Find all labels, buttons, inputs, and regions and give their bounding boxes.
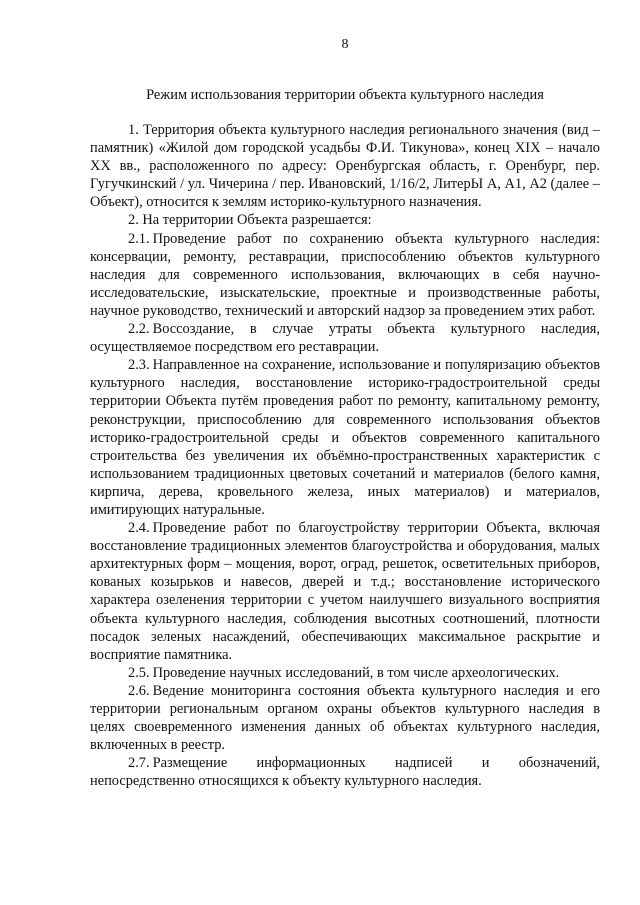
paragraph-text: Размещение информационных надписей и обозначений, непосредственно относящихся к объекту культурного наследия. <box>90 755 600 790</box>
paragraph-number: 2.4. <box>128 520 150 537</box>
paragraph-2-6 <box>90 682 600 754</box>
paragraph-2-2 <box>90 320 600 356</box>
paragraph-2 <box>90 211 600 229</box>
paragraph-text: Проведение работ по благоустройству территории Объекта, включая восстановление традиционных элементов благоустройства и оборудования, малых архитектурных форм – мощения, ворот, оград, решеток, осветительных приборов, кованых козырьков и навесов, дверей и т.д.; восстановление исторического характера озеленения территории с учетом наилучшего визуального восприятия объекта культурного наследия, соблюдения высотных соотношений, плотности посадок зеленых насаждений, обеспечивающих максимальное раскрытие и восприятие памятника. <box>90 520 600 663</box>
paragraph-text: Ведение мониторинга состояния объекта культурного наследия и его территории региональным органом охраны объектов культурного наследия в целях своевременного изменения данных об объектах культурного наследия, включенных в реестр. <box>90 682 600 754</box>
paragraph-2-4 <box>90 519 600 664</box>
paragraph-text: Направленное на сохранение, использование и популяризацию объектов культурного наследия, восстановление историко-градостроительной среды территории Объекта путём проведения работ по ремонту, капитальному ремонту, реконструкции, приспособлению для современного использования объектов историко-градостроительной среды и объектов современного капитального строительства без увеличения их объёмно-пространственных характеристик с использованием традиционных цветовых сочетаний и материалов (белого камня, кирпича, дерева, кровельного железа, иных материалов) и материалов, имитирующих натуральные. <box>90 357 600 518</box>
paragraph-text: Проведение научных исследований, в том числе археологических. <box>152 664 560 681</box>
page-title: Режим использования территории объекта культурного наследия <box>146 87 544 103</box>
paragraph-number: 2.3. <box>128 357 150 374</box>
paragraph-text: Воссоздание, в случае утраты объекта культурного наследия, осуществляемое посредством его реставрации. <box>90 321 600 356</box>
paragraph-text: Проведение работ по сохранению объекта культурного наследия: консервации, ремонту, реставрации, приспособлению объектов культурного наследия для современного использования, включающих в себя научно-исследовательские, изыскательские, проектные и производственные работы, научное руководство, технический и авторский надзор за проведением этих работ. <box>90 230 600 319</box>
page-number: 8 <box>341 37 349 52</box>
paragraph-1 <box>90 121 600 211</box>
paragraph-number: 2.6. <box>128 682 150 699</box>
paragraph-number: 2.5. <box>128 664 150 681</box>
paragraph-2-5 <box>90 664 600 682</box>
paragraph-2-3 <box>90 356 600 519</box>
paragraph-text: 1. Территория объекта культурного наследия регионального значения (вид – памятник) «Жилой дом городской усадьбы Ф.И. Тикунова», конец XIX – начало XX вв., расположенного по адресу: Оренбургская область, г. Оренбург, пер. Гугучкинский / ул. Чичерина / пер. Ивановский, 1/16/2, ЛитерЫ А, А1, А2 (далее – Объект), относится к землям историко-культурного назначения. <box>90 122 600 211</box>
paragraph-number: 2.7. <box>128 755 150 772</box>
document-page <box>90 0 600 905</box>
paragraph-2-1 <box>90 230 600 320</box>
paragraph-number: 2.2. <box>128 321 150 338</box>
paragraph-number: 2.1. <box>128 230 150 247</box>
paragraph-2-7 <box>90 754 600 790</box>
document-body <box>90 121 600 790</box>
paragraph-text: 2. На территории Объекта разрешается: <box>128 212 372 229</box>
